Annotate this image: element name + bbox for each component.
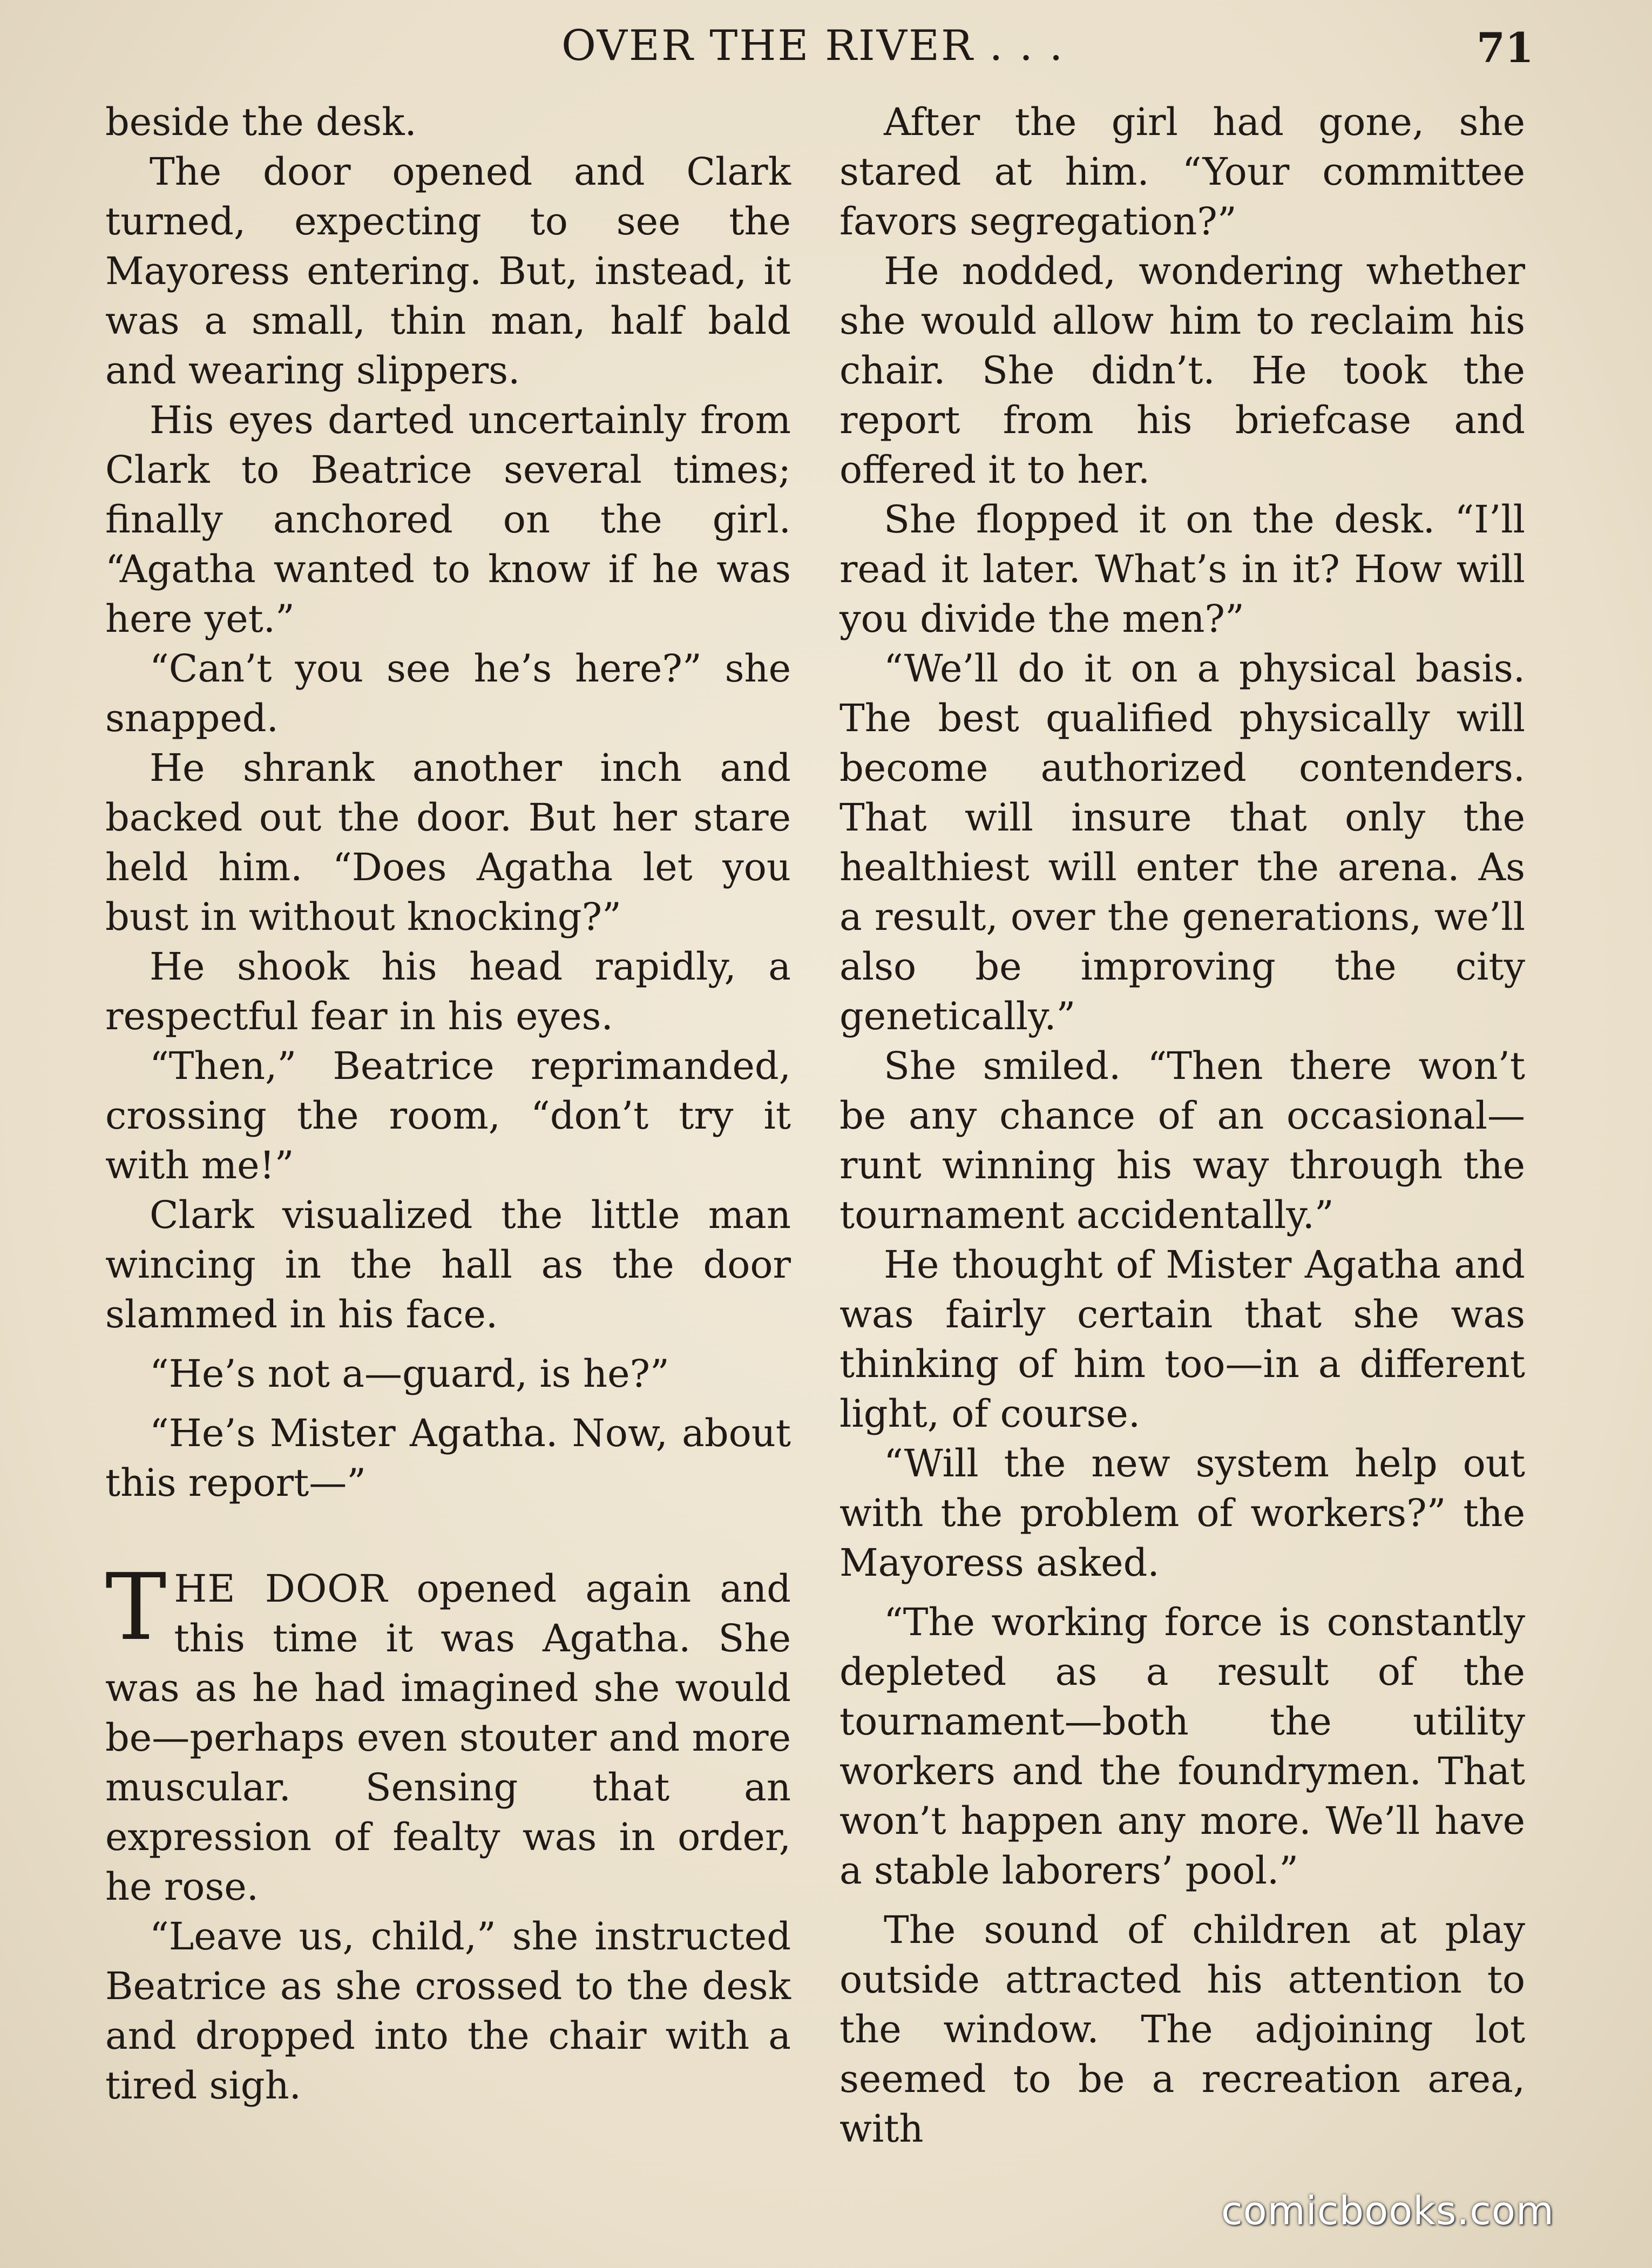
running-title: OVER THE RIVER . . . (561, 22, 1065, 70)
section-opening-paragraph (105, 1554, 791, 1912)
drop-cap: T (105, 1554, 167, 1661)
section-text: opened again and this time it was Agatha. She was as he had imagined she would be—perhaps even stouter and more muscular. Sensing that an expression of fealty was in order, he rose. (105, 1567, 791, 1909)
paragraph: The sound of children at play outside attracted his attention to the window. The adjoining lot seemed to be a recreation area, with (839, 1908, 1525, 2151)
paragraph: “He’s not a—guard, is he?” (150, 1352, 669, 1396)
paragraph: beside the desk. (105, 100, 417, 144)
page-number: 71 (1477, 24, 1534, 72)
site-watermark: comicbooks.com (1221, 2188, 1555, 2233)
paragraph: “Then,” Beatrice reprimanded, crossing the room, “don’t try it with me!” (105, 1044, 791, 1187)
paragraph: “We’ll do it on a physical basis. The best qualified physically will become authorized contenders. That will insure that only the healthiest will enter the arena. As a result, over the generations, we’ll also be improving the city genetically.” (839, 646, 1525, 1038)
paragraph: He shrank another inch and backed out the door. But her stare held him. “Does Agatha let you bust in without knocking?” (105, 746, 791, 939)
paragraph: “He’s Mister Agatha. Now, about this report—” (105, 1411, 791, 1505)
paragraph: “The working force is constantly depleted as a result of the tournament—both the utility workers and the foundrymen. That won’t happen any more. We’ll have a stable laborers’ pool.” (839, 1600, 1525, 1893)
paragraph: “Will the new system help out with the problem of workers?” the Mayoress asked. (839, 1441, 1525, 1585)
page-header (0, 22, 1566, 76)
paragraph: After the girl had gone, she stared at him. “Your committee favors segregation?” (839, 100, 1525, 244)
paragraph: He thought of Mister Agatha and was fairly certain that she was thinking of him too—in a different light, of course. (839, 1243, 1525, 1436)
paragraph: He shook his head rapidly, a respectful fear in his eyes. (105, 944, 791, 1038)
lead-in: HE DOOR (174, 1567, 388, 1611)
paragraph: His eyes darted uncertainly from Clark to Beatrice several times; finally anchored on the girl. “Agatha wanted to know if he was here yet.” (105, 398, 791, 641)
paragraph: She flopped it on the desk. “I’ll read it later. What’s in it? How will you divide the men?” (839, 497, 1525, 641)
paragraph: She smiled. “Then there won’t be any chance of an occasional— runt winning his way through the tournament accidentally.” (839, 1044, 1525, 1237)
paragraph: The door opened and Clark turned, expecting to see the Mayoress entering. But, instead, it was a small, thin man, half bald and wearing slippers. (105, 150, 791, 393)
right-column (839, 97, 1525, 2154)
paragraph: Clark visualized the little man wincing in the hall as the door slammed in his face. (105, 1193, 791, 1336)
paragraph: “Can’t you see he’s here?” she snapped. (105, 646, 791, 740)
left-column (105, 97, 791, 2110)
paragraph: He nodded, wondering whether she would allow him to reclaim his chair. She didn’t. He took the report from his briefcase and offered it to her. (839, 249, 1525, 492)
paragraph: “Leave us, child,” she instructed Beatrice as she crossed to the desk and dropped into the chair with a tired sigh. (105, 1914, 791, 2108)
